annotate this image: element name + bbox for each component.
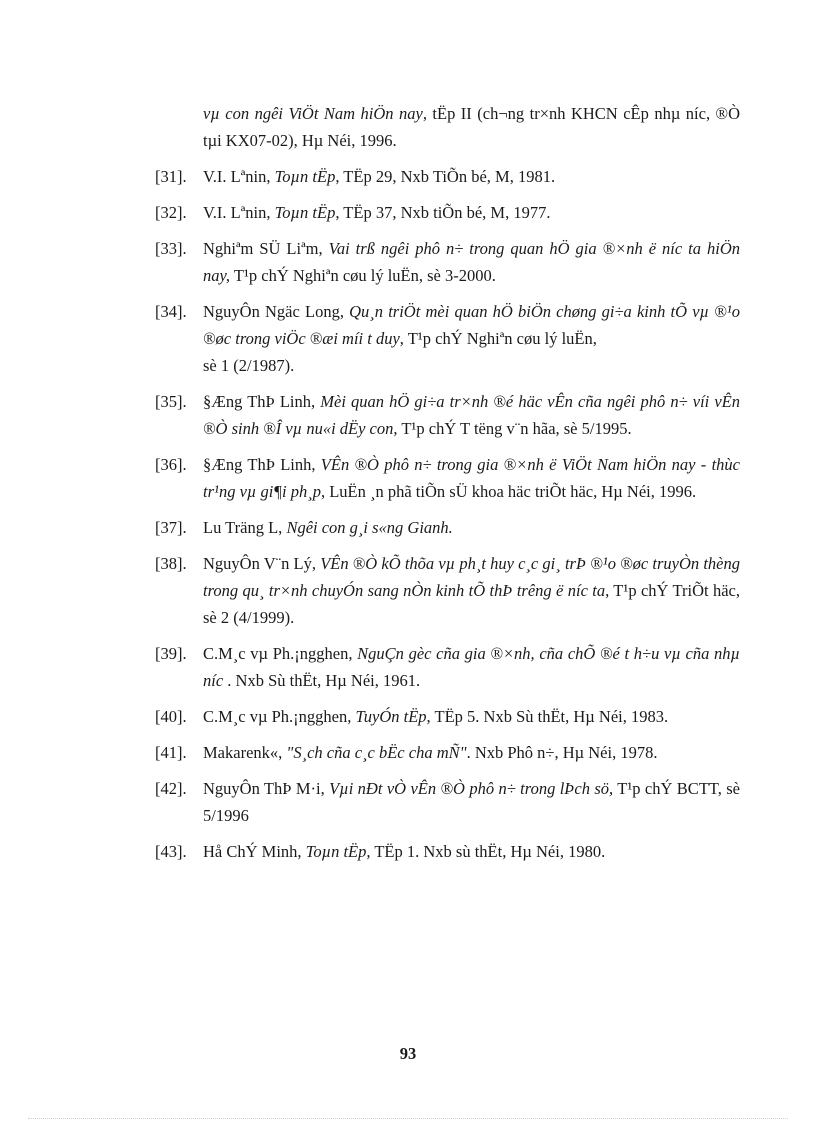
reference-author: §Æng ThÞ Linh, xyxy=(203,392,321,411)
reference-details: , TËp 29, Nxb TiÕn bé, M, 1981. xyxy=(335,167,556,186)
reference-body xyxy=(203,550,740,631)
reference-entry xyxy=(155,451,740,505)
reference-entry xyxy=(155,163,740,190)
reference-body xyxy=(203,235,740,289)
reference-author: NguyÔn V¨n Lý, xyxy=(203,554,321,573)
reference-extra-line: sè 1 (2/1987). xyxy=(203,356,295,375)
reference-details: TËp 1. Nxb sù thËt, Hµ Néi, 1980. xyxy=(370,842,606,861)
reference-author: Lu Träng L, xyxy=(203,518,287,537)
reference-number: [41]. xyxy=(155,743,187,762)
reference-body xyxy=(203,703,740,730)
reference-body xyxy=(203,514,740,541)
reference-title: Toµn tËp xyxy=(274,203,336,222)
reference-title: vµ con ngêi ViÖt Nam hiÖn nay xyxy=(203,104,423,123)
reference-number: [43]. xyxy=(155,842,187,861)
reference-number: [34]. xyxy=(155,302,187,321)
reference-title: Qu¸n triÖt mèi quan hÖ biÖn chøng gi÷a kinh tÕ vµ ®¹o ®øc trong viÖc ®æi míi t duy xyxy=(203,302,740,348)
reference-entry xyxy=(155,514,740,541)
reference-entry xyxy=(155,235,740,289)
reference-number: [37]. xyxy=(155,518,187,537)
reference-author: Nghiªm SÜ Liªm, xyxy=(203,239,329,258)
reference-author: V.I. Lªnin, xyxy=(203,167,275,186)
reference-number: [35]. xyxy=(155,392,187,411)
reference-details: , TËp 37, Nxb tiÕn bé, M, 1977. xyxy=(335,203,551,222)
reference-body xyxy=(203,298,740,379)
reference-details: , T¹p chÝ TriÕt häc, sè 2 (4/1999). xyxy=(203,581,740,627)
page-number: 93 xyxy=(399,1044,417,1063)
reference-title: Toµn tËp xyxy=(274,167,336,186)
reference-number: [42]. xyxy=(155,779,187,798)
reference-body xyxy=(203,388,740,442)
reference-body xyxy=(203,163,740,190)
reference-continuation xyxy=(155,100,740,154)
reference-author: C.M¸c vµ Ph.¡ngghen, xyxy=(203,644,358,663)
reference-entry xyxy=(155,550,740,631)
reference-title: TuyÓn tËp xyxy=(355,707,427,726)
reference-details: . Nxb Phô n÷, Hµ Néi, 1978. xyxy=(466,743,658,762)
reference-list xyxy=(155,100,740,874)
reference-title: Mèi quan hÖ gi÷a tr×nh ®é häc vÊn cña ngêi phô n÷ víi vÊn ®Ò sinh ®Î vµ nu«i dËy con xyxy=(203,392,740,438)
reference-title: Ngêi con g¸i s«ng Gianh. xyxy=(286,518,453,537)
reference-author: NguyÔn ThÞ M·i, xyxy=(203,779,330,798)
reference-author: §Æng ThÞ Linh, xyxy=(203,455,321,474)
reference-details: , tËp II (ch¬ng tr×nh KHCN cÊp nhµ níc, ®Ò tµi KX07-02), Hµ Néi, 1996. xyxy=(203,104,740,150)
reference-author: C.M¸c vµ Ph.¡ngghen, xyxy=(203,707,356,726)
reference-number: [39]. xyxy=(155,644,187,663)
reference-author: V.I. Lªnin, xyxy=(203,203,275,222)
reference-details: T¹p chÝ Nghiªn cøu lý luËn, sè 3-2000. xyxy=(230,266,496,285)
reference-author: NguyÔn Ngäc Long, xyxy=(203,302,350,321)
reference-body xyxy=(203,739,740,766)
reference-entry xyxy=(155,703,740,730)
reference-entry xyxy=(155,298,740,379)
reference-title: Toµn tËp, xyxy=(305,842,371,861)
reference-entry xyxy=(155,739,740,766)
reference-body xyxy=(203,775,740,829)
reference-details: , T¹p chÝ Nghiªn cøu lý luËn, xyxy=(399,329,597,348)
reference-body xyxy=(203,640,740,694)
page-bottom-divider xyxy=(28,1118,788,1119)
reference-details: , LuËn ¸n phã tiÕn sÜ khoa häc triÕt häc, Hµ Néi, 1996. xyxy=(320,482,697,501)
reference-number: [38]. xyxy=(155,554,187,573)
reference-entry xyxy=(155,199,740,226)
reference-title: VÊn ®Ò kÕ thõa vµ ph¸t huy c¸c gi¸ trÞ ®¹o ®øc truyÒn thèng trong qu¸ tr×nh chuyÓn sang nÒn kinh tÕ thÞ trêng ë níc ta xyxy=(203,554,740,600)
reference-entry xyxy=(155,775,740,829)
reference-number: [40]. xyxy=(155,707,187,726)
reference-details: , T¹p chÝ T tëng v¨n hãa, sè 5/1995. xyxy=(393,419,632,438)
reference-details: . Nxb Sù thËt, Hµ Néi, 1961. xyxy=(223,671,421,690)
reference-title: VÊn ®Ò phô n÷ trong gia ®×nh ë ViÖt Nam hiÖn nay - thùc tr¹ng vµ gi¶i ph¸p xyxy=(203,455,740,501)
reference-title: "S¸ch cña c¸c bËc cha mÑ" xyxy=(286,743,467,762)
reference-author: Hå ChÝ Minh, xyxy=(203,842,306,861)
reference-number: [33]. xyxy=(155,239,187,258)
reference-body xyxy=(203,838,740,865)
reference-body xyxy=(203,451,740,505)
reference-number: [31]. xyxy=(155,167,187,186)
reference-entry xyxy=(155,388,740,442)
reference-number: [36]. xyxy=(155,455,187,474)
reference-author: Makarenk«, xyxy=(203,743,287,762)
reference-details: , T¹p chÝ BCTT, sè 5/1996 xyxy=(203,779,741,825)
reference-body xyxy=(155,100,740,154)
reference-body xyxy=(203,199,740,226)
reference-title: Vai trß ngêi phô n÷ trong quan hÖ gia ®×nh ë níc ta hiÖn nay, xyxy=(203,239,740,285)
reference-entry xyxy=(155,640,740,694)
reference-entry xyxy=(155,838,740,865)
reference-title: NguÇn gèc cña gia ®×nh, cña chÕ ®é t h÷u vµ cña nhµ níc xyxy=(203,644,740,690)
reference-number: [32]. xyxy=(155,203,187,222)
reference-details: , TËp 5. Nxb Sù thËt, Hµ Néi, 1983. xyxy=(426,707,669,726)
reference-title: Vµi nÐt vÒ vÊn ®Ò phô n÷ trong lÞch sö xyxy=(329,779,610,798)
